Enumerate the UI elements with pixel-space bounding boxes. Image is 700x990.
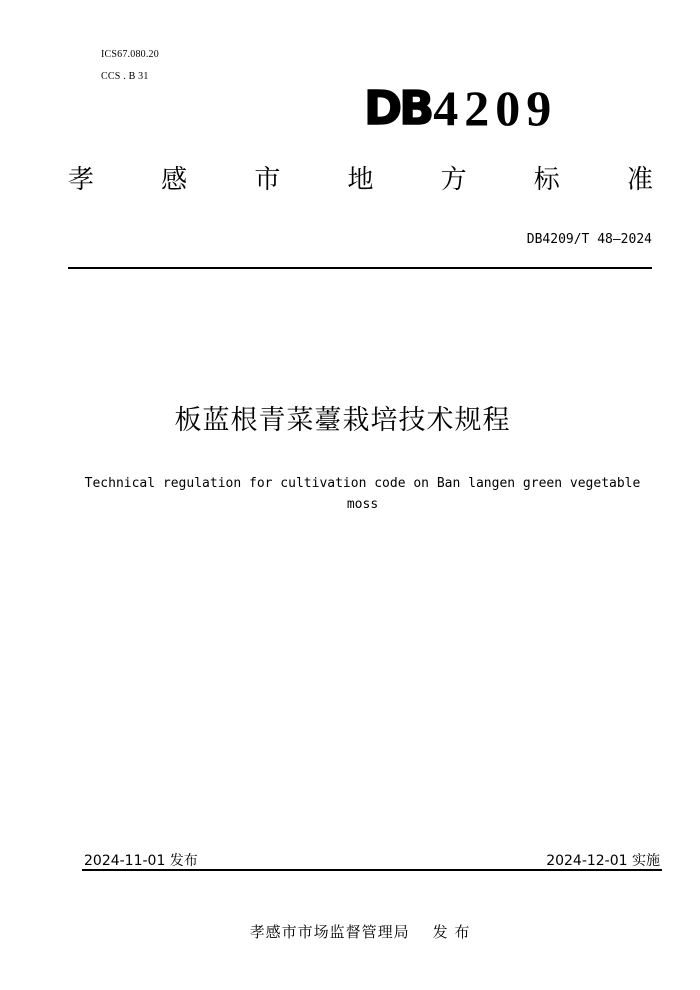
- issuing-authority: 孝感市市场监督管理局 发 布: [249, 923, 471, 941]
- ics-code: ICS67.080.20: [101, 49, 159, 60]
- document-title-english: Technical regulation for cultivation code on Ban langen green vegetable moss: [84, 476, 641, 512]
- publish-date: 2024-11-01 发布: [84, 853, 198, 869]
- standard-number: DB4209/T 48—2024: [526, 232, 652, 247]
- ccs-code: CCS . B 31: [101, 71, 149, 82]
- standard-type-char: 市: [254, 165, 281, 195]
- standard-type-char: 感: [161, 165, 188, 195]
- db-logo-number: 4209: [433, 80, 558, 136]
- db-logo: [364, 82, 557, 134]
- implement-date: 2024-12-01 实施: [546, 853, 660, 869]
- standard-type-char: 地: [347, 165, 374, 195]
- standard-type-char: 方: [440, 165, 467, 195]
- top-divider: [68, 267, 652, 269]
- bottom-divider: [82, 869, 662, 871]
- document-title-chinese: 板蓝根青菜薹栽培技术规程: [174, 405, 511, 436]
- standard-type-char: 准: [626, 165, 653, 195]
- db-logo-letters: DB: [364, 81, 432, 135]
- standard-type-char: 孝: [68, 165, 95, 195]
- standard-type-char: 标: [533, 165, 560, 195]
- standard-type-heading: [68, 163, 653, 197]
